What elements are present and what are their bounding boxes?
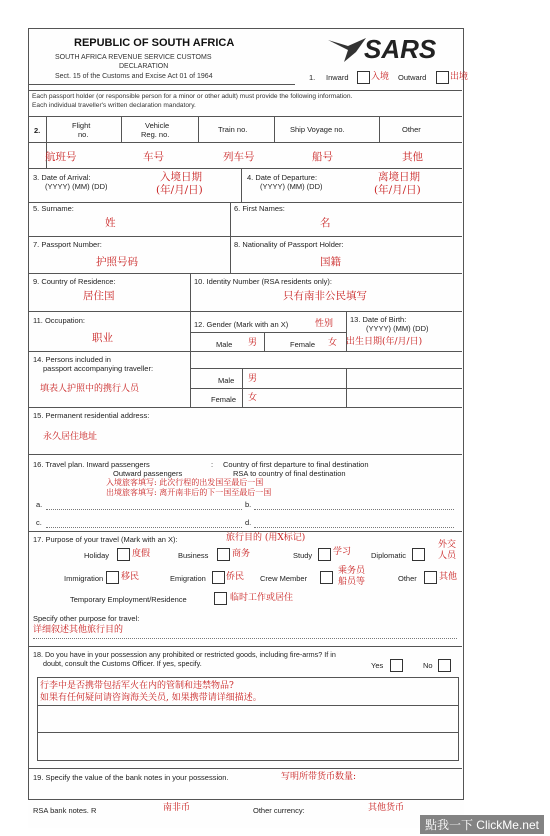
q3-zh-2: (年/月/日) <box>156 184 203 196</box>
immigration-zh: 移民 <box>121 572 140 582</box>
flight-label: Flight <box>72 121 91 130</box>
ship-label: Ship Voyage no. <box>290 125 345 134</box>
gender-male-label: Male <box>216 340 233 349</box>
immigration-label: Immigration <box>64 574 104 583</box>
q12-zh: 性别 <box>315 319 334 329</box>
divider <box>264 332 265 351</box>
divider <box>121 116 122 142</box>
inward-label: Inward <box>326 73 349 82</box>
q14-zh: 填表人护照中的携行人员 <box>40 384 140 394</box>
study-zh: 学习 <box>333 547 352 557</box>
q15-zh: 永久居住地址 <box>43 432 98 442</box>
inward-zh: 入境 <box>371 72 390 82</box>
yes-checkbox[interactable] <box>390 659 403 672</box>
other-purpose-checkbox[interactable] <box>424 571 437 584</box>
q17-zh: 旅行目的 (用X标记) <box>226 533 306 543</box>
q7-label: 7. Passport Number: <box>33 240 102 249</box>
divider <box>29 311 462 312</box>
rsa-notes-label: RSA bank notes. R <box>33 806 97 815</box>
q2-number: 2. <box>34 126 41 135</box>
q3-format: (YYYY) (MM) (DD) <box>45 182 108 191</box>
other-currency-label: Other currency: <box>253 806 305 815</box>
divider <box>241 168 242 202</box>
vehicle-label-2: Reg. no. <box>141 130 170 139</box>
divider <box>29 407 462 408</box>
q18-zh-2: 如果有任何疑问请咨询海关关员, 如果携带请详细描述。 <box>40 693 262 703</box>
sars-logo-text: SARS <box>364 34 437 64</box>
q9-zh: 居住国 <box>83 290 115 302</box>
q16-label-2: Outward passengers <box>113 469 183 478</box>
route-b-line[interactable] <box>254 509 454 510</box>
q19-zh: 写明所带货币数量: <box>281 772 357 782</box>
inward-checkbox[interactable] <box>357 71 370 84</box>
holiday-label: Holiday <box>84 551 110 560</box>
q10-zh: 只有南非公民填写 <box>283 290 367 302</box>
holiday-zh: 度假 <box>132 549 151 559</box>
route-c-label: c. <box>36 518 42 527</box>
divider <box>29 273 462 274</box>
diplomatic-label: Diplomatic <box>371 551 407 560</box>
study-checkbox[interactable] <box>318 548 331 561</box>
divider <box>29 168 462 169</box>
divider <box>190 332 346 333</box>
no-label: No <box>423 661 433 670</box>
train-label: Train no. <box>218 125 248 134</box>
divider <box>230 236 231 273</box>
other-purpose-zh: 其他 <box>439 572 458 582</box>
flight-label-2: no. <box>78 130 89 139</box>
divider <box>230 202 231 236</box>
q18-label: 18. Do you have in your possession any prohibited or restricted goods, including fire-arms? If in <box>33 650 336 659</box>
intro-text-2: Each individual traveller's written declaration mandatory. <box>32 102 196 109</box>
divider <box>29 142 462 143</box>
specify-purpose-label: Specify other purpose for travel: <box>33 614 140 623</box>
other-purpose-label: Other <box>398 574 417 583</box>
crew-checkbox[interactable] <box>320 571 333 584</box>
q11-label: 11. Occupation: <box>33 316 85 325</box>
q14-female-label: Female <box>211 395 237 404</box>
divider <box>190 388 462 389</box>
q7-zh: 护照号码 <box>96 256 138 268</box>
divider <box>29 768 462 769</box>
emigration-checkbox[interactable] <box>212 571 225 584</box>
q11-zh: 职业 <box>92 332 113 344</box>
route-d-label: d. <box>245 518 252 527</box>
diplomatic-zh: 外交 <box>438 540 457 550</box>
outward-label: Outward <box>398 73 427 82</box>
q10-label: 10. Identity Number (RSA residents only): <box>194 277 332 286</box>
divider <box>29 116 462 117</box>
study-label: Study <box>293 551 313 560</box>
divider <box>29 90 462 91</box>
vehicle-label: Vehicle <box>145 121 170 130</box>
business-label: Business <box>178 551 209 560</box>
divider <box>29 454 462 455</box>
route-d-line[interactable] <box>254 527 454 528</box>
q4-label: 4. Date of Departure: <box>247 173 318 182</box>
other-currency-zh: 其他货币 <box>368 803 405 813</box>
outward-checkbox[interactable] <box>436 71 449 84</box>
other-transport-zh: 其他 <box>402 151 423 163</box>
divider <box>38 732 458 733</box>
train-zh: 列车号 <box>223 151 255 163</box>
outward-zh: 出境 <box>450 72 469 82</box>
divider <box>38 705 458 706</box>
q3-zh: 入境日期 <box>160 171 202 183</box>
q5-label: 5. Surname: <box>33 204 74 213</box>
q14-label: 14. Persons included in <box>33 355 111 364</box>
emigration-label: Emigration <box>170 574 206 583</box>
crew-zh: 乘务员 <box>338 566 366 576</box>
flight-zh: 航班号 <box>45 151 77 163</box>
q6-zh: 名 <box>320 217 331 229</box>
q12-label: 12. Gender (Mark with an X) <box>194 320 289 329</box>
header-divider <box>29 84 295 85</box>
temp-employment-label: Temporary Employment/Residence <box>70 595 187 604</box>
sars-logo <box>326 32 454 66</box>
emigration-zh: 侨民 <box>226 572 245 582</box>
gender-female-label: Female <box>290 340 316 349</box>
crew-label: Crew Member <box>260 574 308 583</box>
q16-right-1: Country of first departure to final destination <box>223 460 369 469</box>
holiday-checkbox[interactable] <box>117 548 130 561</box>
no-checkbox[interactable] <box>438 659 451 672</box>
q6-label: 6. First Names: <box>234 204 285 213</box>
other-transport-label: Other <box>402 125 421 134</box>
rsa-notes-zh: 南非币 <box>163 803 191 813</box>
business-checkbox[interactable] <box>217 548 230 561</box>
q13-zh: 出生日期(年/月/日) <box>346 337 423 347</box>
route-a-line[interactable] <box>46 509 242 510</box>
q9-label: 9. Country of Residence: <box>33 277 116 286</box>
q4-zh-2: (年/月/日) <box>374 184 421 196</box>
customs-declaration-form <box>28 28 469 828</box>
q17-label: 17. Purpose of your travel (Mark with an X): <box>33 535 178 544</box>
divider <box>29 202 462 203</box>
q4-zh: 离境日期 <box>378 171 420 183</box>
divider <box>29 236 462 237</box>
q15-label: 15. Permanent residential address: <box>33 411 150 420</box>
route-c-line[interactable] <box>46 527 242 528</box>
ship-zh: 船号 <box>312 151 333 163</box>
q14-female-zh: 女 <box>248 393 258 403</box>
temp-employment-zh: 临时工作或居住 <box>230 593 294 603</box>
q8-zh: 国籍 <box>320 256 341 268</box>
q16-right-2: RSA to country of final destination <box>233 469 346 478</box>
business-zh: 商务 <box>232 549 251 559</box>
divider <box>190 311 191 351</box>
form-subtitle-2: DECLARATION <box>119 63 169 70</box>
intro-text: Each passport holder (or responsible person for a minor or other adult) must provide the following information. <box>32 93 353 100</box>
watermark: 點我一下 ClickMe.net <box>420 815 544 834</box>
q18-label-2: doubt, consult the Customs Officer. If yes, specify. <box>43 659 202 668</box>
yes-label: Yes <box>371 661 384 670</box>
q18-zh: 行李中是否携带包括军火在内的管制和违禁物品? <box>40 681 234 691</box>
q13-format: (YYYY) (MM) (DD) <box>366 324 429 333</box>
specify-purpose-zh: 详细叙述其他旅行目的 <box>33 625 124 635</box>
q14-label-2: passport accompanying traveller: <box>43 364 154 373</box>
diplomatic-checkbox[interactable] <box>412 548 425 561</box>
q1-number: 1. <box>309 73 316 82</box>
q16-label: 16. Travel plan. Inward passengers <box>33 460 150 469</box>
divider <box>190 368 462 369</box>
q14-male-label: Male <box>218 376 235 385</box>
divider <box>190 351 191 407</box>
route-a-label: a. <box>36 500 43 509</box>
form-act-reference: Sect. 15 of the Customs and Excise Act 01 of 1964 <box>55 73 213 80</box>
immigration-checkbox[interactable] <box>106 571 119 584</box>
q5-zh: 姓 <box>105 217 116 229</box>
crew-zh-2: 船员等 <box>338 577 366 587</box>
q19-label: 19. Specify the value of the bank notes in your possession. <box>33 773 229 782</box>
q16-zh: 入境旅客填写: 此次行程的出发国至最后一国 <box>106 478 264 487</box>
vehicle-zh: 车号 <box>143 151 164 163</box>
divider <box>29 646 462 647</box>
route-b-label: b. <box>245 500 252 509</box>
form-title: REPUBLIC OF SOUTH AFRICA <box>74 37 235 49</box>
form-subtitle: SOUTH AFRICA REVENUE SERVICE CUSTOMS <box>55 54 212 61</box>
divider <box>29 351 462 352</box>
divider <box>379 116 380 142</box>
divider <box>274 116 275 142</box>
divider <box>29 531 462 532</box>
temp-employment-checkbox[interactable] <box>214 592 227 605</box>
q16-colon: : <box>211 460 214 469</box>
gender-female-zh: 女 <box>328 338 338 348</box>
q16-zh-2: 出境旅客填写: 离开南非后的下一国至最后一国 <box>106 488 272 497</box>
specify-purpose-line[interactable] <box>33 638 457 639</box>
gender-male-zh: 男 <box>248 338 258 348</box>
q13-label: 13. Date of Birth: <box>350 315 407 324</box>
q4-format: (YYYY) (MM) (DD) <box>260 182 323 191</box>
q8-label: 8. Nationality of Passport Holder: <box>234 240 344 249</box>
divider <box>198 116 199 142</box>
diplomatic-zh-2: 人员 <box>438 551 457 561</box>
q3-label: 3. Date of Arrival: <box>33 173 91 182</box>
divider <box>190 273 191 311</box>
q14-male-zh: 男 <box>248 374 258 384</box>
